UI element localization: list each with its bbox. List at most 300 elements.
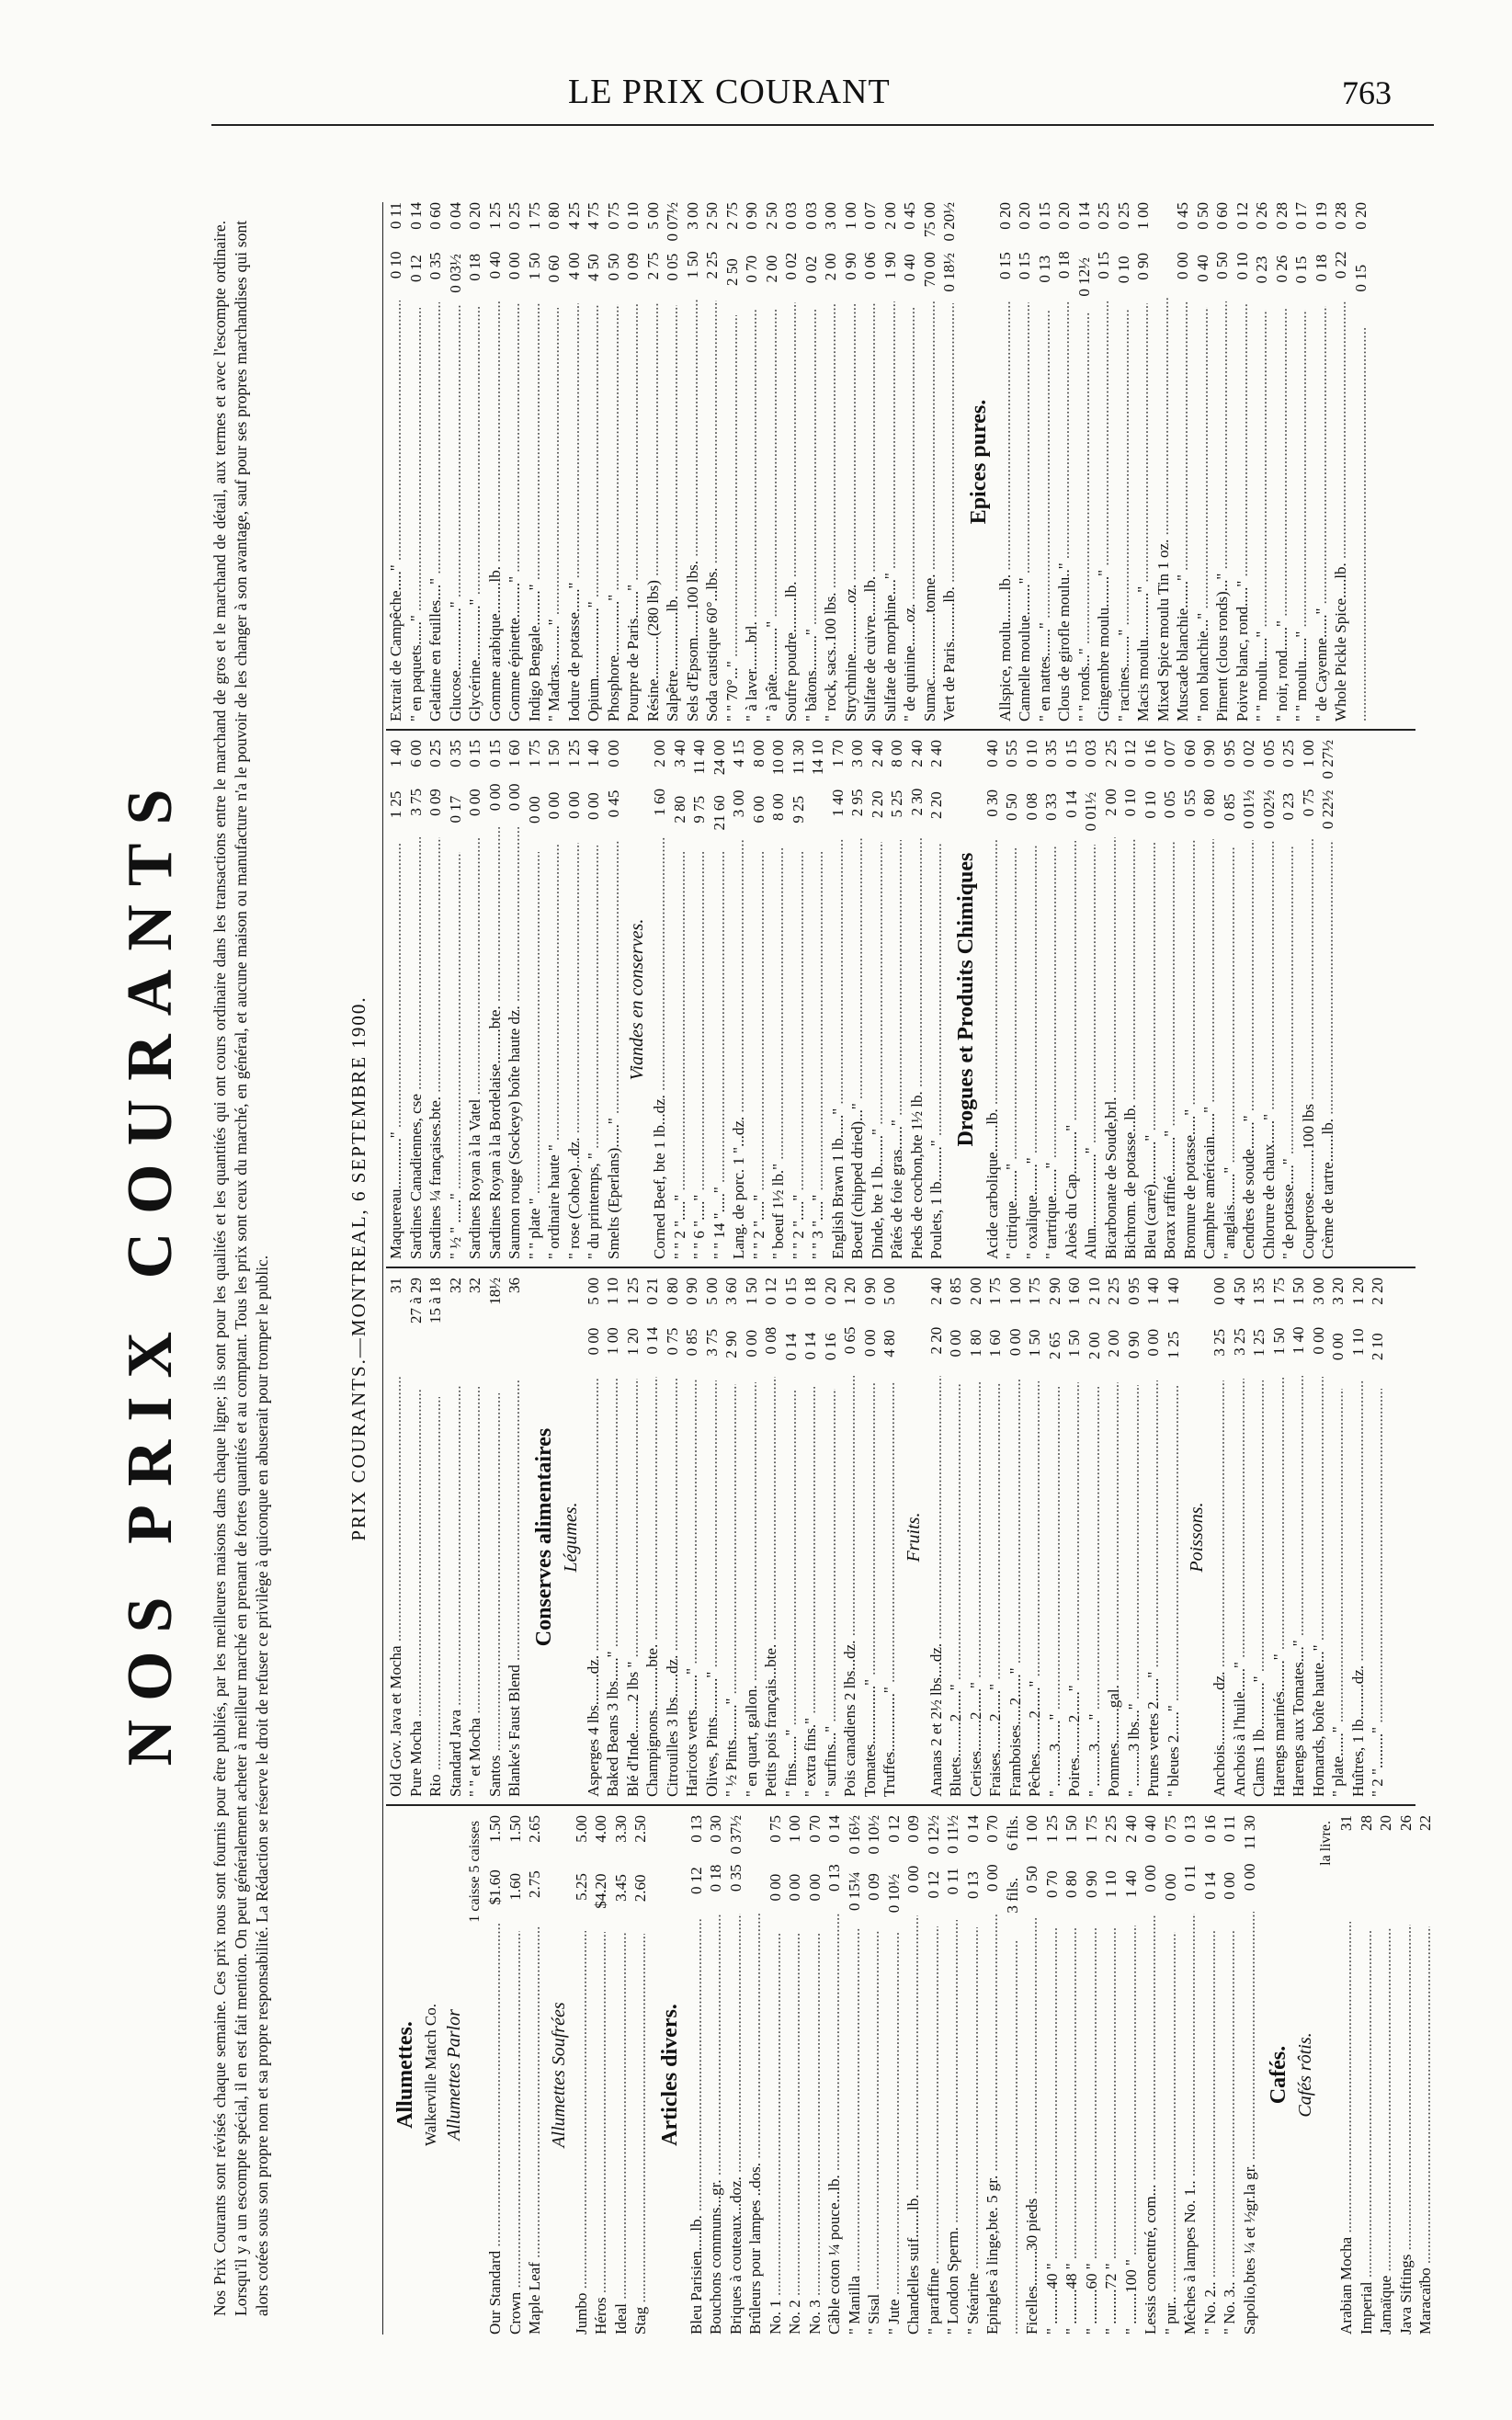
price-columns: [386, 193, 1434, 2335]
price-high: 0 16½: [845, 1815, 863, 1855]
price-row: [868, 740, 888, 1259]
item-name: Gelatine en feuilles...." .....: [426, 302, 446, 721]
item-name: Santos .....: [485, 1393, 506, 1797]
price-row: [564, 202, 585, 721]
price-low: 0 65: [841, 1326, 858, 1355]
price-row: [682, 1278, 702, 1797]
price-row: [446, 740, 466, 1259]
item-name: Anchois..............dz. .....: [1210, 1380, 1230, 1797]
price-low: 0 00: [860, 1329, 879, 1358]
price-low: 0 18: [466, 254, 483, 281]
price-row: [663, 1278, 683, 1797]
price-high: 31: [1337, 1815, 1355, 1831]
price-low: 0 00: [983, 1864, 1001, 1892]
price-row: [762, 202, 782, 721]
price-row: [821, 202, 841, 721]
price-low: [485, 1335, 506, 1393]
price-high: 1 75: [1269, 1278, 1288, 1305]
item-name: No. 2 .....: [785, 1933, 805, 2335]
item-name: Pieds de cochon,bte 1½ lb. .....: [907, 836, 927, 1259]
item-name: Bleu (carré)..........." .....: [1141, 843, 1161, 1259]
price-column-1: [386, 1814, 1434, 2335]
price-low: 3 25: [1211, 1328, 1228, 1357]
price-low: 9 25: [789, 795, 807, 824]
price-low: 1 25: [1164, 1331, 1182, 1359]
price-high: 11 30: [789, 740, 807, 775]
item-name: Lessis concentré, com... .....: [1141, 1914, 1161, 2335]
item-name: Muscade blanchie......." .....: [1173, 301, 1193, 721]
date-subheader: [347, 147, 384, 2390]
price-low: 0 13: [963, 1871, 982, 1899]
price-row: [505, 740, 525, 1259]
price-high: 1 20: [841, 1278, 858, 1305]
price-row: [1289, 1278, 1309, 1797]
price-row: [749, 740, 769, 1259]
price-row: [1064, 1278, 1085, 1797]
price-high: 1 60: [1065, 1277, 1083, 1305]
price-row: [1357, 1815, 1377, 2335]
price-high: 0 12: [884, 1815, 903, 1843]
item-name: Gomme arabique........lb. .....: [485, 301, 506, 721]
price-row: [1240, 1815, 1260, 2335]
price-low: 4 80: [881, 1330, 898, 1358]
item-name: " " et Mocha .....: [465, 1387, 485, 1797]
price-row: [386, 1278, 406, 1797]
price-low: 1 20: [623, 1328, 642, 1356]
price-high: 0 15: [1035, 202, 1053, 230]
item-name: Borax raffiné.........." .....: [1160, 842, 1180, 1259]
price-high: 0 35: [1042, 740, 1060, 767]
price-high: 1 25: [1042, 1815, 1061, 1843]
price-high: 0 37½: [726, 1815, 745, 1855]
price-high: 1 50: [545, 740, 563, 767]
item-name: Champignons...........bte. .....: [642, 1377, 663, 1797]
item-name: " Sisal .....: [864, 1931, 884, 2335]
price-low: 0 35: [726, 1864, 745, 1892]
item-name: Sardines Royan à la Bordelaise.........bte. .....: [485, 827, 506, 1259]
section-heading: Articles divers.: [657, 2004, 682, 2146]
price-low: 0 02½: [1259, 790, 1278, 829]
price-row: [406, 202, 426, 721]
item-name: Bluets.........2......" .....: [946, 1382, 966, 1797]
page-number: 763: [1342, 74, 1392, 111]
price-low: 0 00: [1240, 1863, 1258, 1892]
price-row: [1230, 1278, 1250, 1797]
price-low: 0 50: [1003, 793, 1020, 821]
price-high: 36: [506, 1277, 523, 1293]
price-low: 4 50: [585, 254, 602, 281]
price-high: 0 07½: [664, 202, 681, 242]
price-high: 0 80: [663, 1278, 681, 1305]
price-row: [485, 1278, 506, 1797]
price-low: [426, 1337, 446, 1397]
price-row: [485, 1815, 506, 2335]
price-row: [386, 202, 406, 721]
price-row: [1082, 1815, 1102, 2335]
price-row: [943, 1815, 963, 2335]
price-row: [781, 1278, 801, 1797]
subheader-text: PRIX COURANTS.—MONTREAL, 6 SEPTEMBRE 1900.: [347, 995, 369, 1541]
price-row: [821, 1278, 841, 1797]
price-low: 0 11: [1181, 1864, 1199, 1892]
item-name: " " ronds..." .....: [1074, 312, 1095, 721]
price-low: 1 40: [1121, 1869, 1140, 1898]
price-low: 2 30: [907, 788, 926, 816]
price-low: 0 15: [1351, 264, 1370, 292]
price-column-3: [386, 740, 1415, 1259]
price-high: 6 fils.: [1003, 1815, 1021, 1851]
price-low: 0 00: [1221, 1872, 1238, 1900]
price-high: 2.50: [631, 1814, 649, 1843]
price-high: 0 13: [1181, 1815, 1199, 1843]
price-high: 0 25: [1095, 202, 1112, 230]
item-name: Gingembre moulu........" .....: [1094, 301, 1114, 721]
item-name: " ........100 " .....: [1121, 1926, 1142, 2335]
price-low: 0 10: [1114, 256, 1132, 284]
price-row: [1328, 1278, 1348, 1797]
price-high: 2 40: [907, 740, 926, 767]
item-name: " .........48 " .....: [1062, 1926, 1082, 2335]
item-name: " " 3 "....." .....: [808, 852, 828, 1259]
price-row: [505, 1278, 525, 1797]
item-name: Jumbo .....: [572, 1931, 592, 2335]
item-name: Chandelles suif.......lb. .....: [904, 1915, 924, 2335]
price-low: 0 14: [781, 1333, 800, 1361]
price-row: [525, 740, 545, 1259]
price-low: [1336, 1869, 1357, 1922]
price-row: [1022, 1815, 1042, 2335]
price-high: [745, 1815, 766, 1863]
item-name: Imperial .....: [1357, 1929, 1377, 2335]
price-low: 2 00: [1105, 1329, 1122, 1358]
price-high: 0 20½: [940, 202, 958, 242]
item-name: " à laver.......brl. .....: [742, 309, 762, 721]
price-row: [966, 1278, 986, 1797]
price-high: 10 00: [769, 740, 787, 776]
price-row: [702, 202, 722, 721]
item-name: " en paquets......" .....: [406, 308, 426, 721]
item-name: Olives, Pints.........." .....: [702, 1380, 722, 1797]
item-name: Aloès du Cap..........." .....: [1062, 841, 1082, 1259]
price-low: 0 18: [707, 1864, 724, 1892]
price-row: [1141, 740, 1161, 1259]
item-name: " " 70°..." .....: [722, 315, 743, 721]
item-name: " .........3......" .....: [1085, 1387, 1105, 1797]
price-low: 21 60: [710, 795, 728, 831]
item-name: Poires.........2......" .....: [1064, 1382, 1085, 1797]
price-row: [1002, 740, 1022, 1259]
item-name: Blanke's Faust Blend .....: [505, 1380, 525, 1797]
subsection-heading: Poissons.: [1187, 1502, 1207, 1573]
item-name: Huîtres, 1 lb.........dz. .....: [1348, 1380, 1369, 1797]
price-high: 5 00: [881, 1278, 898, 1305]
price-row: [702, 1278, 722, 1797]
price-high: [1154, 202, 1174, 250]
price-high: 3 40: [670, 740, 688, 767]
price-high: 0 00: [604, 740, 622, 767]
price-high: 0 11: [1221, 1815, 1238, 1843]
price-row: [1160, 740, 1180, 1259]
price-row: [805, 1815, 825, 2335]
price-low: 0 23: [1253, 256, 1270, 284]
price-row: [604, 202, 624, 721]
price-low: 2 20: [868, 790, 886, 819]
price-low: 0 10: [1233, 252, 1251, 280]
price-high: 0 70: [805, 1814, 824, 1843]
price-high: 0 10: [1022, 740, 1040, 767]
price-row: [544, 202, 564, 721]
price-high: 3 00: [683, 202, 701, 230]
price-low: 0 85: [683, 1328, 700, 1357]
column-rule: [386, 1804, 1415, 1806]
price-low: 0 09: [865, 1873, 882, 1901]
maker-note: Walkerville Match Co.: [422, 2004, 439, 2146]
price-high: 0 26: [1253, 202, 1270, 230]
price-high: 3 20: [1329, 1278, 1347, 1305]
price-high: 0 60: [1180, 740, 1199, 767]
price-low: 0 40: [1193, 255, 1211, 282]
price-row: [406, 740, 426, 1259]
price-low: 0 14: [801, 1332, 819, 1360]
price-row: [729, 740, 749, 1259]
price-high: 0 25: [426, 740, 444, 767]
item-name: Iodure de potasse......" .....: [564, 303, 585, 721]
price-high: 0 18: [801, 1278, 819, 1305]
price-low: 0 10½: [884, 1873, 903, 1914]
item-name: Truffes..............." .....: [880, 1382, 900, 1797]
price-high: 1.50: [486, 1815, 504, 1843]
price-high: 32: [446, 1278, 464, 1293]
price-row: [485, 202, 506, 721]
price-row: [1279, 740, 1299, 1259]
item-name: " 2 "........." .....: [1368, 1389, 1388, 1797]
item-name: " ½ " ......" .....: [446, 852, 466, 1259]
price-high: 0 80: [545, 201, 563, 230]
price-row: [789, 740, 809, 1259]
item-name: Sels d'Epsom.......100 lbs. .....: [683, 300, 703, 721]
price-high: 3 00: [822, 202, 839, 230]
price-high: 4 75: [585, 202, 602, 230]
price-row: [1233, 202, 1253, 721]
price-high: 0 75: [604, 201, 622, 230]
item-name: Pêches.........2......" .....: [1025, 1381, 1045, 1797]
price-low: 0 75: [1299, 789, 1317, 817]
price-row: [603, 1278, 623, 1797]
item-name: Lang. de porc. 1 "...dz. .....: [729, 840, 749, 1259]
item-name: Pourpre de Paris......." .....: [623, 303, 643, 721]
price-row: [995, 202, 1016, 721]
price-row: [650, 740, 670, 1259]
item-name: " .........3 lbs..." .....: [1124, 1385, 1144, 1797]
price-high: 32: [466, 1278, 483, 1293]
price-high: 0 00: [1211, 1278, 1228, 1305]
item-name: Câble coton ¼ pouce...lb. .....: [824, 1914, 845, 2335]
price-low: 0 80: [1063, 1870, 1080, 1899]
price-row: [485, 740, 506, 1259]
price-high: 5 00: [702, 1278, 721, 1305]
price-high: 15 à 18: [426, 1278, 444, 1324]
price-low: 70 00: [920, 252, 938, 288]
price-row: [1336, 1815, 1357, 2335]
price-row: [1348, 1278, 1369, 1797]
price-high: 0 03: [782, 202, 800, 230]
price-low: 1 10: [1102, 1870, 1120, 1899]
price-low: 0 26: [1272, 255, 1290, 283]
price-low: 0 02: [782, 252, 800, 280]
price-low: 3 75: [702, 1328, 721, 1357]
price-row: [900, 202, 920, 721]
item-name: " fins......." .....: [781, 1389, 801, 1797]
price-high: 1 00: [1299, 740, 1317, 767]
price-low: 0 15: [995, 252, 1014, 279]
item-name: Jamaïque .....: [1376, 1928, 1396, 2335]
price-low: 0 13: [825, 1864, 843, 1892]
item-name: Bleu Parisien.....lb. .....: [687, 1919, 707, 2335]
price-high: 0 90: [743, 201, 760, 230]
item-name: Sulfate de cuivre......lb. .....: [860, 302, 881, 721]
price-low: 0 10: [1141, 790, 1159, 819]
item-name: Bouchons communs...gr. .....: [706, 1914, 726, 2335]
price-high: 4 25: [564, 202, 583, 230]
price-row: [1193, 202, 1213, 721]
price-low: 0 14: [1200, 1872, 1219, 1900]
price-row: [880, 1278, 900, 1797]
price-high: 2 00: [881, 201, 899, 230]
price-row: [1220, 1815, 1240, 2335]
price-low: 0 40: [901, 254, 918, 282]
item-name: " " 2 "....." .....: [749, 852, 769, 1259]
price-low: 2 65: [1045, 1332, 1063, 1360]
price-row: [983, 740, 1003, 1259]
item-name: " " moulu......" .....: [1252, 310, 1272, 721]
item-name: Soda caustique 60°...lbs. .....: [702, 301, 722, 721]
price-column-header: la livre.: [1318, 1821, 1334, 1866]
item-name: Phosphore.............." .....: [604, 304, 624, 721]
section-heading: Allumettes.: [393, 2021, 417, 2129]
price-high: 0 04: [446, 202, 464, 230]
price-low: 0 00: [1329, 1333, 1347, 1361]
price-row: [884, 1815, 904, 2335]
price-low: 0 15¼: [845, 1871, 863, 1911]
item-name: Extrait de Campêche....." .....: [386, 301, 406, 721]
price-high: 2.65: [526, 1814, 543, 1843]
subsection-heading: Viandes en conserves.: [627, 918, 647, 1081]
price-high: 8 00: [749, 740, 767, 767]
price-high: 1 40: [1144, 1278, 1162, 1305]
price-low: $4.20: [592, 1873, 609, 1909]
subheader-rule: [382, 202, 383, 2335]
subsection-heading: Allumettes Parlor: [444, 2009, 464, 2141]
price-low: 0 13: [1035, 255, 1053, 283]
item-name: " ordinaire haute " .....: [544, 844, 564, 1259]
price-high: 0 14: [963, 1814, 982, 1843]
item-name: Dinde, bte 1 lb........" .....: [868, 842, 888, 1259]
price-low: 0 01½: [1240, 790, 1257, 829]
price-high: 5 00: [643, 202, 662, 230]
item-name: No. 1 .....: [766, 1933, 786, 2335]
price-low: 0 23: [1279, 792, 1297, 821]
item-name: Tomates..............." .....: [860, 1381, 881, 1797]
price-low: 0 00: [506, 783, 523, 812]
price-high: 6 00: [406, 740, 425, 767]
price-high: 0 14: [825, 1815, 843, 1843]
price-low: 0 00: [545, 791, 563, 820]
price-row: [785, 1815, 805, 2335]
price-row: [544, 740, 564, 1259]
item-name: Framboises.....2......" .....: [1006, 1380, 1026, 1797]
price-high: 0 10½: [865, 1814, 882, 1855]
price-row: [1121, 1815, 1142, 2335]
item-name: Standard Java .....: [446, 1386, 466, 1797]
price-high: 1 20: [1348, 1278, 1367, 1305]
price-row: [801, 1278, 821, 1797]
item-name: " " 6 "....." .....: [689, 852, 710, 1259]
price-high: 1 75: [986, 1278, 1004, 1305]
column-rule: [386, 729, 1415, 731]
price-high: 4 50: [1230, 1278, 1248, 1305]
item-name: Salpêtre...............lb. .....: [663, 305, 683, 721]
rotated-content-frame: [110, 147, 1434, 2390]
item-name: Sardines Canadiennes, cse .....: [406, 837, 426, 1259]
item-name: " .........72 " .....: [1101, 1926, 1121, 2335]
price-row: [623, 202, 643, 721]
price-low: 1 25: [1250, 1329, 1268, 1357]
item-name: Vert de Paris..........lb. .....: [939, 303, 960, 721]
price-low: [505, 1328, 525, 1379]
price-row: [1003, 1815, 1023, 2335]
item-name: " oxalique........" .....: [1022, 846, 1042, 1259]
price-high: 2 25: [1102, 1815, 1120, 1843]
item-name: English Brawn 1 lb......" .....: [828, 839, 848, 1259]
price-low: 0 50: [604, 253, 622, 281]
price-high: 75 00: [920, 202, 938, 238]
price-high: 2 50: [703, 202, 721, 230]
price-high: 1 75: [1026, 1277, 1043, 1305]
price-high: 3.30: [611, 1815, 630, 1843]
price-row: [426, 1278, 446, 1797]
price-low: 1 40: [1290, 1326, 1307, 1355]
price-row: [1318, 740, 1338, 1259]
price-row: [927, 1278, 947, 1797]
item-name: Sulfate de morphine...." .....: [881, 301, 901, 721]
price-low: 2 25: [703, 251, 721, 279]
price-low: [386, 1327, 406, 1377]
item-name: Ideal .....: [611, 1933, 631, 2335]
price-low: 1 50: [525, 252, 543, 280]
price-low: 0 90: [841, 252, 859, 280]
item-name: Poivre blanc, rond....." .....: [1233, 302, 1253, 721]
item-name: " noir, rond......" .....: [1272, 308, 1292, 721]
price-row: [564, 740, 585, 1259]
price-row: [742, 1278, 762, 1797]
price-high: 0 15: [781, 1277, 800, 1305]
subsection-heading: Allumettes Soufrées: [548, 2002, 569, 2148]
price-row: [591, 1815, 611, 2335]
price-high: 0 55: [1003, 740, 1020, 767]
item-name: Maracaïbo .....: [1415, 1926, 1434, 2335]
price-low: 1 50: [683, 251, 701, 278]
price-row: [1252, 202, 1272, 721]
price-low: 0 00: [585, 792, 602, 821]
price-low: [1396, 1870, 1416, 1926]
section-heading: Cafés.: [1267, 2045, 1290, 2105]
section-heading: Conserves alimentaires: [531, 1427, 556, 1647]
item-name: Opium.................." .....: [584, 305, 604, 721]
price-low: 1 90: [881, 252, 899, 279]
price-row: [465, 740, 485, 1259]
subsection-heading: Légumes.: [560, 1502, 581, 1573]
rotated-content: [110, 147, 1434, 2390]
